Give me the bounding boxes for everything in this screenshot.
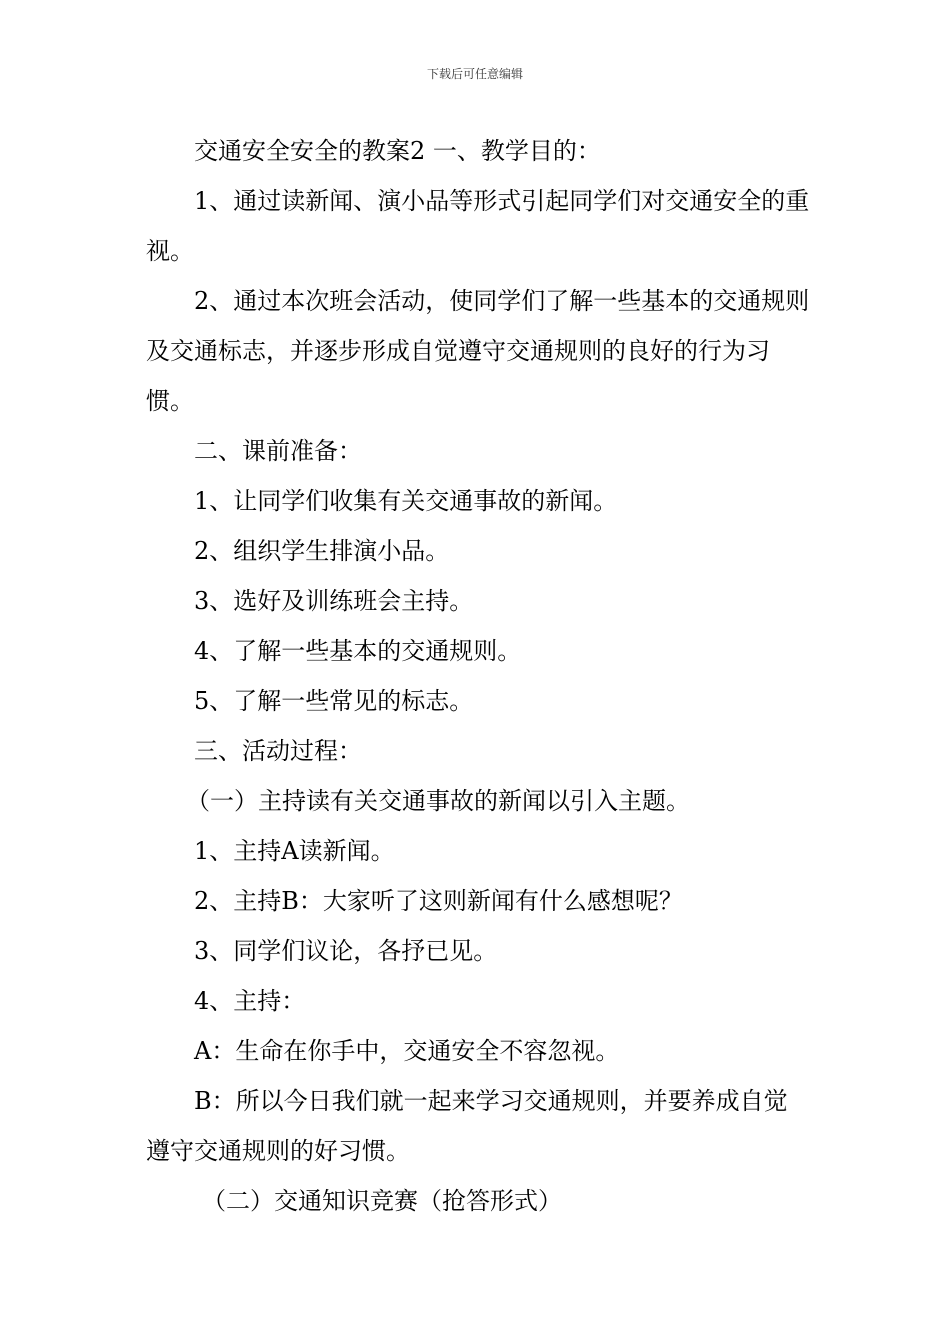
activity-section-2-heading: （二）交通知识竞赛（抢答形式） [202, 1187, 562, 1215]
preparation-heading: 二、课前准备： [194, 437, 362, 465]
activity-heading: 三、活动过程： [194, 737, 362, 765]
preparation-item-5: 5、了解一些常见的标志。 [194, 687, 474, 715]
page-header-note: 下载后可任意编辑 [426, 67, 523, 81]
activity-step-2: 2、主持B：大家听了这则新闻有什么感想呢？ [194, 887, 683, 915]
preparation-item-2: 2、组织学生排演小品。 [194, 537, 450, 565]
host-a-line: A：生命在你手中，交通安全不容忽视。 [194, 1037, 620, 1065]
preparation-item-4: 4、了解一些基本的交通规则。 [194, 637, 522, 665]
preparation-item-3: 3、选好及训练班会主持。 [194, 587, 474, 615]
preparation-item-1: 1、让同学们收集有关交通事故的新闻。 [194, 487, 618, 515]
objective-1-paragraph: 1、通过读新闻、演小品等形式引起同学们对交通安全的重视。 [146, 187, 810, 265]
objective-2-paragraph: 2、通过本次班会活动，使同学们了解一些基本的交通规则及交通标志，并逐步形成自觉遵守交通规则的良好的行为习惯。 [146, 287, 810, 415]
activity-step-4: 4、主持： [194, 987, 306, 1015]
host-b-line: B：所以今日我们就一起来学习交通规则，并要养成自觉遵守交通规则的好习惯。 [146, 1087, 788, 1165]
document-body [146, 126, 810, 1226]
activity-section-1-heading: （一）主持读有关交通事故的新闻以引入主题。 [186, 787, 690, 815]
activity-step-1: 1、主持A读新闻。 [194, 837, 395, 865]
activity-step-3: 3、同学们议论，各抒已见。 [194, 937, 498, 965]
lesson-title-paragraph: 交通安全安全的教案2 一、教学目的： [194, 137, 601, 165]
